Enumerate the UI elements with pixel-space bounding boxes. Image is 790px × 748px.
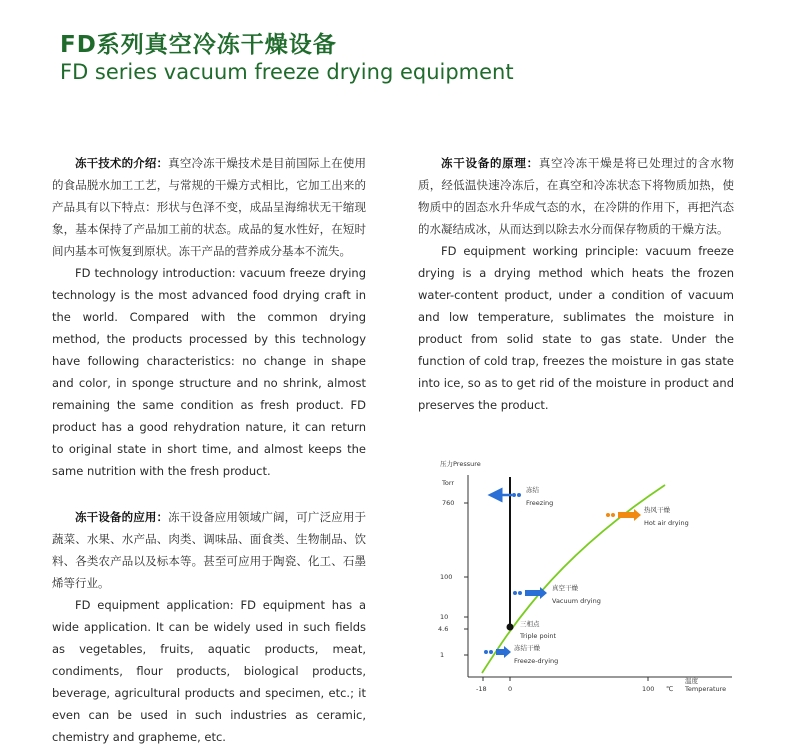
- intro-en-paragraph: FD technology introduction: vacuum freeze drying technology is the most advanced food drying craft in the world. Compared with the common drying method, the products processed by this technology have following characteristics: no change in shape and color, in sponge structure and no shrink, almost remaining the same condition as fresh product. FD product has a good rehydration nature, it can return to original state in short time, and almost keeps the same nutrition with the fresh product.: [52, 266, 366, 478]
- triple-point-marker: [507, 624, 514, 631]
- phase-diagram: [420, 455, 740, 695]
- x-tick-100: 100: [642, 685, 655, 693]
- application-en-paragraph: FD equipment application: FD equipment has a wide application. It can be widely used in such fields as vegetables, fruits, aquatic products, meat, condiments, flour products, biological products, beverage, agricultural products and specimen, etc.; it even can be used in such industries as ceramic, chemistry and grapheme, etc.: [52, 598, 366, 744]
- y-axis-label: 压力Pressure: [440, 460, 481, 468]
- principle-en-paragraph: FD equipment working principle: vacuum freeze drying is a drying method which heats the frozen water-content product, under a condition of vacuum and low temperature, sublimates the moisture in product from solid state to gas state. Under the function of cold trap, freezes the moisture in gas state into ice, so as to get rid of the moisture in product and preserves the product.: [418, 244, 734, 412]
- application-cn-body: 冻干设备应用领域广阔，可广泛应用于蔬菜、水果、水产品、肉类、调味品、面食类、生物制品、饮料、各类农产品以及标本等。甚至可应用于陶瓷、化工、石墨烯等行业。: [52, 510, 367, 590]
- application-cn-paragraph: [52, 506, 366, 594]
- x-axis-label-en: Temperature: [685, 685, 727, 693]
- y-tick-4-6: 4.6: [438, 625, 449, 633]
- left-column: [52, 152, 366, 748]
- page-title-cn: FD系列真空冷冻干燥设备: [60, 32, 337, 58]
- y-tick-1: 1: [440, 651, 445, 659]
- page-title-en: FD series vacuum freeze drying equipment: [60, 60, 514, 84]
- label-vacuum-en: Vacuum drying: [552, 597, 601, 605]
- x-tick-minus18: -18: [476, 685, 487, 693]
- principle-cn-body: 真空冷冻干燥是将已处理过的含水物质，经低温快速冷冻后，在真空和冷冻状态下将物质加热，使物质中的固态水升华成气态的水，在冷阱的作用下，再把汽态的水凝结成冰，从而达到以除去水分而保存物质的干燥方法。: [418, 156, 735, 236]
- y-tick-760: 760: [442, 499, 455, 507]
- label-freezing-cn: 冻结: [526, 486, 539, 494]
- label-freezing-en: Freezing: [526, 499, 554, 507]
- y-tick-10: 10: [440, 613, 449, 621]
- label-triple-cn: 三相点: [520, 620, 540, 628]
- principle-cn-heading: 冻干设备的原理：: [441, 156, 539, 170]
- label-vacuum-cn: 真空干燥: [552, 584, 578, 592]
- label-triple-en: Triple point: [520, 632, 557, 640]
- hot-air-indicator: [606, 505, 689, 527]
- principle-cn-paragraph: [418, 152, 734, 240]
- y-unit-label: Torr: [442, 479, 455, 487]
- label-hot-air-en: Hot air drying: [644, 519, 689, 527]
- freezing-indicator: [490, 485, 553, 507]
- intro-cn-body: 真空冷冻干燥技术是目前国际上在使用的食品脱水加工工艺，与常规的干燥方式相比，它加工出来的产品具有以下特点：形状与色泽不变，成品呈海绵状无干缩现象，基本保持了产品加工前的状态。成品的复水性好，在短时间内基本可恢复到原状。冻干产品的营养成分基本不流失。: [52, 156, 367, 258]
- x-unit-label: ℃: [666, 685, 674, 693]
- x-axis-label-cn: 温度: [685, 677, 698, 685]
- y-tick-100: 100: [440, 573, 453, 581]
- intro-cn-heading: 冻干技术的介绍：: [75, 156, 169, 170]
- application-cn-heading: 冻干设备的应用：: [75, 510, 169, 524]
- right-column: [418, 152, 734, 416]
- spacer: [52, 482, 366, 504]
- vacuum-drying-indicator: [513, 583, 601, 605]
- x-tick-0: 0: [508, 685, 513, 693]
- intro-cn-paragraph: [52, 152, 366, 262]
- label-freeze-dry-cn: 冻结干燥: [514, 644, 540, 652]
- label-hot-air-cn: 热风干燥: [644, 506, 670, 514]
- label-freeze-dry-en: Freeze-drying: [514, 657, 559, 665]
